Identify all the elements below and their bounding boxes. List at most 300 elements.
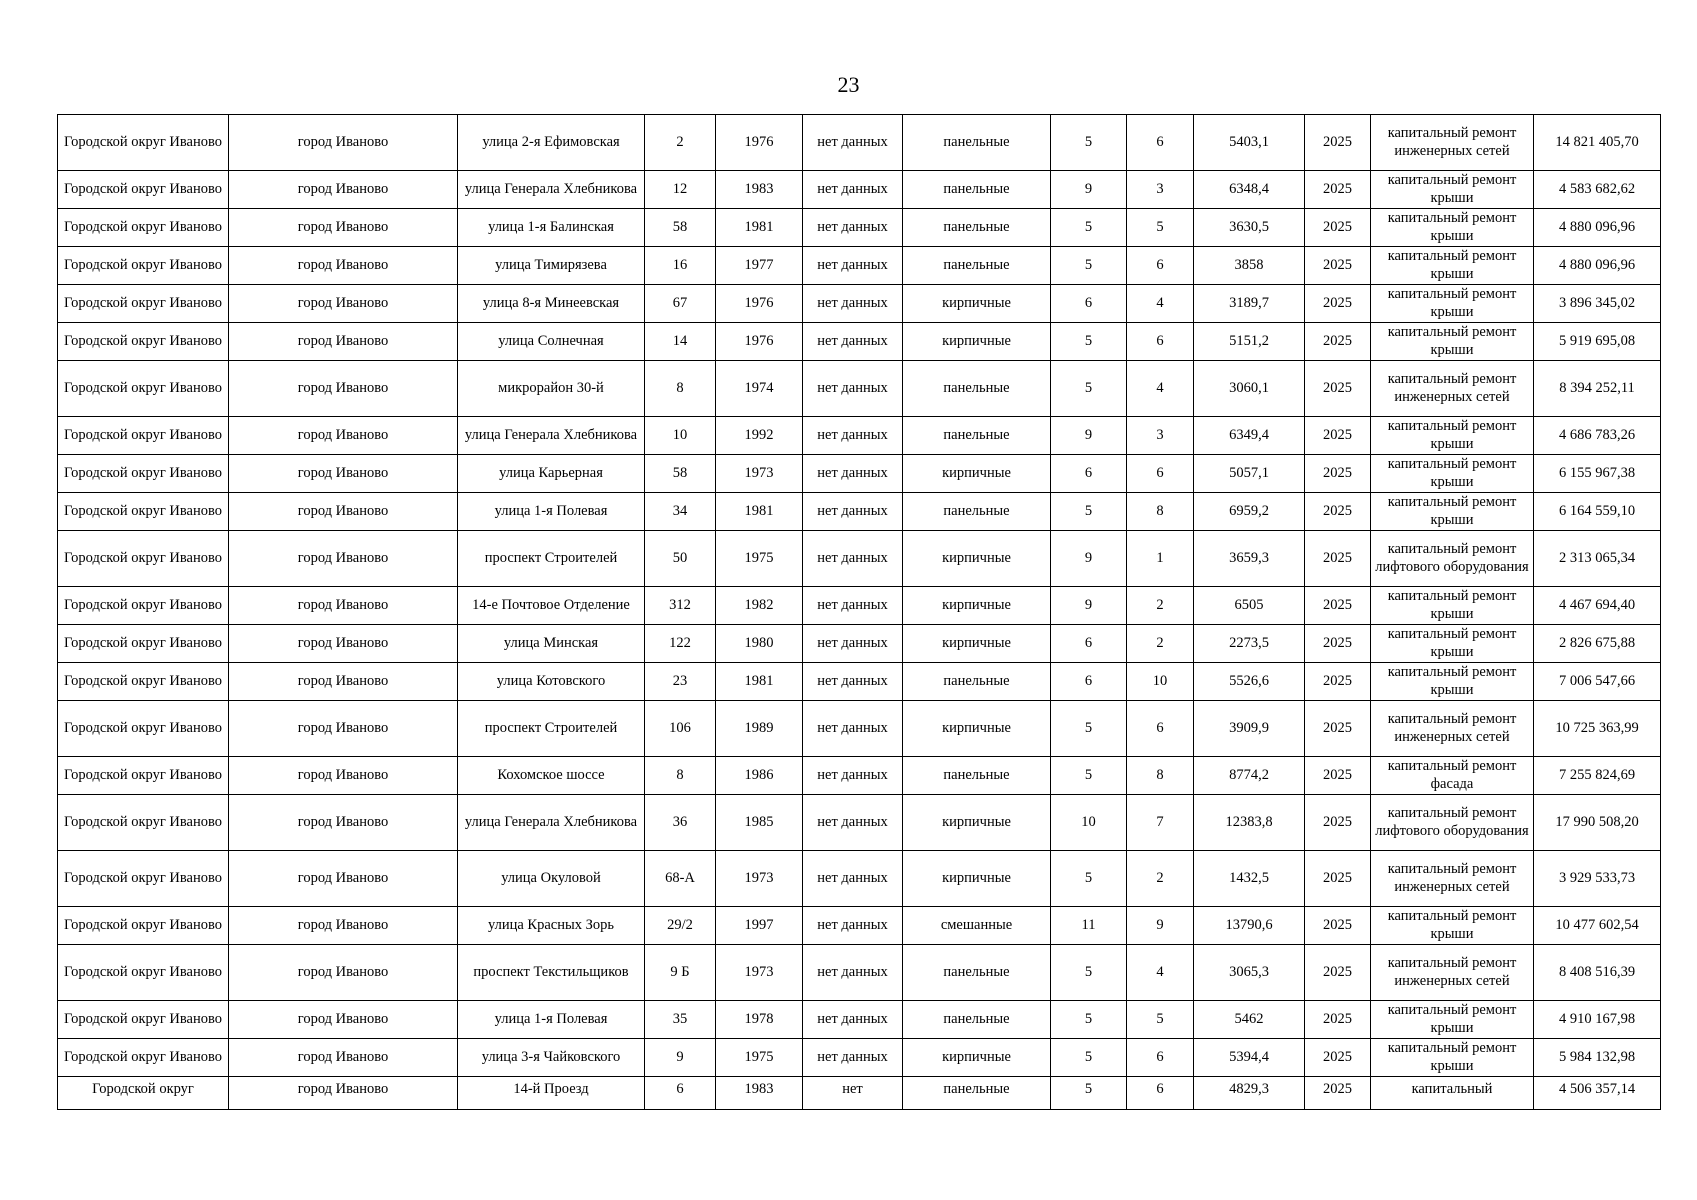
cell-street: улица Красных Зорь (458, 907, 645, 945)
cell-house-number: 36 (645, 795, 716, 851)
cell-settlement: город Иваново (229, 531, 458, 587)
cell-street: улица Генерала Хлебникова (458, 795, 645, 851)
cell-year-other: нет данных (803, 851, 903, 907)
cell-cost: 4 506 357,14 (1534, 1077, 1661, 1110)
cell-year-built: 1973 (716, 851, 803, 907)
cell-district: Городской округ Иваново (58, 757, 229, 795)
cell-year-other: нет (803, 1077, 903, 1110)
cell-house-number: 8 (645, 361, 716, 417)
cell-plan-year: 2025 (1305, 1039, 1371, 1077)
cell-work-type: капитальный ремонт инженерных сетей (1371, 115, 1534, 171)
cell-entrances: 6 (1127, 323, 1194, 361)
cell-floors: 5 (1051, 115, 1127, 171)
cell-entrances: 3 (1127, 171, 1194, 209)
cell-year-built: 1976 (716, 323, 803, 361)
table-row (58, 851, 1661, 907)
cell-year-built: 1982 (716, 587, 803, 625)
cell-district: Городской округ Иваново (58, 531, 229, 587)
table-row (58, 209, 1661, 247)
cell-year-other: нет данных (803, 1001, 903, 1039)
cell-cost: 4 880 096,96 (1534, 209, 1661, 247)
cell-work-type: капитальный ремонт крыши (1371, 247, 1534, 285)
table-row (58, 285, 1661, 323)
cell-entrances: 6 (1127, 247, 1194, 285)
cell-wall-material: панельные (903, 663, 1051, 701)
cell-entrances: 7 (1127, 795, 1194, 851)
cell-work-type: капитальный ремонт крыши (1371, 663, 1534, 701)
cell-house-number: 10 (645, 417, 716, 455)
cell-entrances: 2 (1127, 851, 1194, 907)
cell-area: 3909,9 (1194, 701, 1305, 757)
cell-settlement: город Иваново (229, 663, 458, 701)
cell-plan-year: 2025 (1305, 625, 1371, 663)
cell-area: 5394,4 (1194, 1039, 1305, 1077)
cell-plan-year: 2025 (1305, 361, 1371, 417)
cell-house-number: 106 (645, 701, 716, 757)
cell-settlement: город Иваново (229, 493, 458, 531)
cell-area: 6505 (1194, 587, 1305, 625)
cell-settlement: город Иваново (229, 907, 458, 945)
cell-plan-year: 2025 (1305, 323, 1371, 361)
cell-entrances: 6 (1127, 701, 1194, 757)
table-row (58, 701, 1661, 757)
cell-cost: 6 164 559,10 (1534, 493, 1661, 531)
cell-year-built: 1983 (716, 171, 803, 209)
cell-entrances: 9 (1127, 907, 1194, 945)
cell-work-type: капитальный ремонт крыши (1371, 907, 1534, 945)
cell-cost: 7 006 547,66 (1534, 663, 1661, 701)
cell-year-other: нет данных (803, 795, 903, 851)
cell-cost: 8 408 516,39 (1534, 945, 1661, 1001)
cell-district: Городской округ (58, 1077, 229, 1110)
cell-street: улица 2-я Ефимовская (458, 115, 645, 171)
cell-work-type: капитальный (1371, 1077, 1534, 1110)
cell-street: улица 8-я Минеевская (458, 285, 645, 323)
cell-district: Городской округ Иваново (58, 247, 229, 285)
cell-house-number: 23 (645, 663, 716, 701)
cell-plan-year: 2025 (1305, 531, 1371, 587)
cell-district: Городской округ Иваново (58, 493, 229, 531)
cell-settlement: город Иваново (229, 209, 458, 247)
cell-area: 3630,5 (1194, 209, 1305, 247)
cell-entrances: 6 (1127, 455, 1194, 493)
cell-cost: 4 467 694,40 (1534, 587, 1661, 625)
cell-wall-material: панельные (903, 945, 1051, 1001)
cell-house-number: 14 (645, 323, 716, 361)
cell-street: улица Котовского (458, 663, 645, 701)
cell-year-other: нет данных (803, 1039, 903, 1077)
cell-settlement: город Иваново (229, 285, 458, 323)
cell-street: улица 1-я Балинская (458, 209, 645, 247)
cell-settlement: город Иваново (229, 1077, 458, 1110)
cell-year-built: 1974 (716, 361, 803, 417)
table-row (58, 795, 1661, 851)
cell-street: улица 1-я Полевая (458, 493, 645, 531)
cell-floors: 5 (1051, 209, 1127, 247)
cell-plan-year: 2025 (1305, 115, 1371, 171)
table-row (58, 115, 1661, 171)
cell-area: 4829,3 (1194, 1077, 1305, 1110)
cell-street: улица Солнечная (458, 323, 645, 361)
cell-street: проспект Строителей (458, 531, 645, 587)
cell-cost: 14 821 405,70 (1534, 115, 1661, 171)
cell-plan-year: 2025 (1305, 701, 1371, 757)
cell-area: 3065,3 (1194, 945, 1305, 1001)
cell-year-built: 1985 (716, 795, 803, 851)
cell-year-other: нет данных (803, 701, 903, 757)
cell-floors: 9 (1051, 587, 1127, 625)
cell-year-other: нет данных (803, 115, 903, 171)
cell-area: 13790,6 (1194, 907, 1305, 945)
cell-year-built: 1981 (716, 663, 803, 701)
cell-district: Городской округ Иваново (58, 945, 229, 1001)
cell-house-number: 122 (645, 625, 716, 663)
cell-wall-material: кирпичные (903, 531, 1051, 587)
cell-year-other: нет данных (803, 361, 903, 417)
cell-district: Городской округ Иваново (58, 171, 229, 209)
cell-year-built: 1981 (716, 209, 803, 247)
table-row (58, 1077, 1661, 1110)
cell-area: 6959,2 (1194, 493, 1305, 531)
cell-settlement: город Иваново (229, 1039, 458, 1077)
cell-year-other: нет данных (803, 247, 903, 285)
cell-work-type: капитальный ремонт инженерных сетей (1371, 851, 1534, 907)
cell-wall-material: панельные (903, 1077, 1051, 1110)
cell-settlement: город Иваново (229, 795, 458, 851)
cell-year-built: 1981 (716, 493, 803, 531)
cell-work-type: капитальный ремонт крыши (1371, 493, 1534, 531)
cell-year-other: нет данных (803, 455, 903, 493)
cell-area: 5057,1 (1194, 455, 1305, 493)
cell-year-built: 1997 (716, 907, 803, 945)
cell-area: 5526,6 (1194, 663, 1305, 701)
cell-year-other: нет данных (803, 945, 903, 1001)
cell-wall-material: панельные (903, 1001, 1051, 1039)
cell-floors: 10 (1051, 795, 1127, 851)
cell-year-other: нет данных (803, 907, 903, 945)
cell-wall-material: панельные (903, 209, 1051, 247)
cell-street: улица 3-я Чайковского (458, 1039, 645, 1077)
cell-entrances: 3 (1127, 417, 1194, 455)
cell-floors: 11 (1051, 907, 1127, 945)
table-row (58, 531, 1661, 587)
cell-house-number: 9 (645, 1039, 716, 1077)
cell-floors: 6 (1051, 455, 1127, 493)
cell-cost: 17 990 508,20 (1534, 795, 1661, 851)
cell-floors: 5 (1051, 247, 1127, 285)
cell-work-type: капитальный ремонт инженерных сетей (1371, 361, 1534, 417)
table-row (58, 1001, 1661, 1039)
cell-area: 3060,1 (1194, 361, 1305, 417)
table-row (58, 247, 1661, 285)
cell-district: Городской округ Иваново (58, 115, 229, 171)
cell-work-type: капитальный ремонт фасада (1371, 757, 1534, 795)
cell-work-type: капитальный ремонт крыши (1371, 1001, 1534, 1039)
table-row (58, 323, 1661, 361)
table-row (58, 587, 1661, 625)
cell-year-built: 1983 (716, 1077, 803, 1110)
cell-year-other: нет данных (803, 171, 903, 209)
cell-cost: 4 583 682,62 (1534, 171, 1661, 209)
cell-house-number: 58 (645, 455, 716, 493)
cell-area: 12383,8 (1194, 795, 1305, 851)
cell-street: улица Минская (458, 625, 645, 663)
cell-wall-material: панельные (903, 361, 1051, 417)
cell-entrances: 4 (1127, 945, 1194, 1001)
cell-street: улица Карьерная (458, 455, 645, 493)
cell-district: Городской округ Иваново (58, 625, 229, 663)
cell-area: 3189,7 (1194, 285, 1305, 323)
cell-floors: 9 (1051, 171, 1127, 209)
table-row (58, 907, 1661, 945)
cell-year-other: нет данных (803, 625, 903, 663)
cell-house-number: 68-А (645, 851, 716, 907)
cell-floors: 6 (1051, 285, 1127, 323)
cell-floors: 5 (1051, 1077, 1127, 1110)
cell-floors: 5 (1051, 851, 1127, 907)
cell-wall-material: панельные (903, 417, 1051, 455)
cell-floors: 5 (1051, 1001, 1127, 1039)
cell-area: 8774,2 (1194, 757, 1305, 795)
cell-work-type: капитальный ремонт лифтового оборудования (1371, 531, 1534, 587)
cell-work-type: капитальный ремонт инженерных сетей (1371, 945, 1534, 1001)
cell-entrances: 2 (1127, 587, 1194, 625)
cell-entrances: 8 (1127, 757, 1194, 795)
cell-year-other: нет данных (803, 209, 903, 247)
cell-year-built: 1976 (716, 115, 803, 171)
cell-house-number: 67 (645, 285, 716, 323)
cell-street: Кохомское шоссе (458, 757, 645, 795)
cell-entrances: 10 (1127, 663, 1194, 701)
cell-cost: 4 880 096,96 (1534, 247, 1661, 285)
cell-area: 3858 (1194, 247, 1305, 285)
cell-work-type: капитальный ремонт лифтового оборудования (1371, 795, 1534, 851)
cell-floors: 5 (1051, 757, 1127, 795)
cell-year-built: 1980 (716, 625, 803, 663)
cell-wall-material: панельные (903, 171, 1051, 209)
table-row (58, 663, 1661, 701)
cell-plan-year: 2025 (1305, 663, 1371, 701)
cell-floors: 6 (1051, 663, 1127, 701)
cell-district: Городской округ Иваново (58, 361, 229, 417)
cell-street: улица Генерала Хлебникова (458, 417, 645, 455)
cell-year-built: 1975 (716, 1039, 803, 1077)
cell-district: Городской округ Иваново (58, 795, 229, 851)
cell-entrances: 6 (1127, 1039, 1194, 1077)
cell-house-number: 2 (645, 115, 716, 171)
cell-house-number: 29/2 (645, 907, 716, 945)
cell-settlement: город Иваново (229, 851, 458, 907)
cell-district: Городской округ Иваново (58, 851, 229, 907)
cell-house-number: 58 (645, 209, 716, 247)
cell-plan-year: 2025 (1305, 907, 1371, 945)
cell-house-number: 312 (645, 587, 716, 625)
cell-area: 6349,4 (1194, 417, 1305, 455)
cell-work-type: капитальный ремонт крыши (1371, 455, 1534, 493)
cell-year-other: нет данных (803, 531, 903, 587)
cell-entrances: 4 (1127, 285, 1194, 323)
cell-settlement: город Иваново (229, 587, 458, 625)
cell-entrances: 5 (1127, 209, 1194, 247)
cell-cost: 10 477 602,54 (1534, 907, 1661, 945)
cell-work-type: капитальный ремонт крыши (1371, 417, 1534, 455)
cell-settlement: город Иваново (229, 1001, 458, 1039)
cell-floors: 9 (1051, 531, 1127, 587)
cell-wall-material: панельные (903, 757, 1051, 795)
cell-plan-year: 2025 (1305, 285, 1371, 323)
cell-work-type: капитальный ремонт инженерных сетей (1371, 701, 1534, 757)
cell-year-built: 1973 (716, 455, 803, 493)
cell-plan-year: 2025 (1305, 171, 1371, 209)
cell-street: 14-й Проезд (458, 1077, 645, 1110)
table-row (58, 361, 1661, 417)
table-body (58, 115, 1661, 1110)
cell-wall-material: кирпичные (903, 455, 1051, 493)
cell-street: проспект Строителей (458, 701, 645, 757)
cell-district: Городской округ Иваново (58, 323, 229, 361)
cell-area: 6348,4 (1194, 171, 1305, 209)
cell-house-number: 12 (645, 171, 716, 209)
cell-year-built: 1978 (716, 1001, 803, 1039)
cell-plan-year: 2025 (1305, 417, 1371, 455)
cell-district: Городской округ Иваново (58, 907, 229, 945)
cell-plan-year: 2025 (1305, 455, 1371, 493)
cell-floors: 5 (1051, 1039, 1127, 1077)
cell-house-number: 6 (645, 1077, 716, 1110)
cell-cost: 3 896 345,02 (1534, 285, 1661, 323)
cell-wall-material: кирпичные (903, 323, 1051, 361)
cell-cost: 2 313 065,34 (1534, 531, 1661, 587)
cell-floors: 5 (1051, 361, 1127, 417)
cell-district: Городской округ Иваново (58, 209, 229, 247)
cell-district: Городской округ Иваново (58, 417, 229, 455)
cell-house-number: 8 (645, 757, 716, 795)
cell-year-other: нет данных (803, 323, 903, 361)
cell-area: 1432,5 (1194, 851, 1305, 907)
cell-plan-year: 2025 (1305, 945, 1371, 1001)
table-row (58, 417, 1661, 455)
cell-wall-material: кирпичные (903, 795, 1051, 851)
table-row (58, 493, 1661, 531)
cell-work-type: капитальный ремонт крыши (1371, 625, 1534, 663)
cell-wall-material: панельные (903, 493, 1051, 531)
cell-wall-material: панельные (903, 247, 1051, 285)
cell-street: 14-е Почтовое Отделение (458, 587, 645, 625)
cell-settlement: город Иваново (229, 417, 458, 455)
cell-street: проспект Текстильщиков (458, 945, 645, 1001)
cell-year-other: нет данных (803, 285, 903, 323)
cell-wall-material: панельные (903, 115, 1051, 171)
cell-plan-year: 2025 (1305, 247, 1371, 285)
cell-plan-year: 2025 (1305, 851, 1371, 907)
table-row (58, 625, 1661, 663)
cell-settlement: город Иваново (229, 247, 458, 285)
cell-entrances: 2 (1127, 625, 1194, 663)
cell-year-other: нет данных (803, 663, 903, 701)
cell-wall-material: кирпичные (903, 851, 1051, 907)
cell-house-number: 16 (645, 247, 716, 285)
cell-entrances: 6 (1127, 115, 1194, 171)
cell-district: Городской округ Иваново (58, 1001, 229, 1039)
cell-settlement: город Иваново (229, 757, 458, 795)
cell-cost: 7 255 824,69 (1534, 757, 1661, 795)
cell-work-type: капитальный ремонт крыши (1371, 587, 1534, 625)
cell-district: Городской округ Иваново (58, 587, 229, 625)
cell-wall-material: кирпичные (903, 1039, 1051, 1077)
cell-year-other: нет данных (803, 417, 903, 455)
cell-floors: 5 (1051, 493, 1127, 531)
cell-wall-material: кирпичные (903, 285, 1051, 323)
cell-settlement: город Иваново (229, 171, 458, 209)
cell-house-number: 34 (645, 493, 716, 531)
cell-work-type: капитальный ремонт крыши (1371, 171, 1534, 209)
cell-cost: 6 155 967,38 (1534, 455, 1661, 493)
cell-house-number: 9 Б (645, 945, 716, 1001)
cell-house-number: 50 (645, 531, 716, 587)
cell-plan-year: 2025 (1305, 587, 1371, 625)
cell-street: улица Генерала Хлебникова (458, 171, 645, 209)
cell-settlement: город Иваново (229, 945, 458, 1001)
cell-plan-year: 2025 (1305, 757, 1371, 795)
cell-area: 3659,3 (1194, 531, 1305, 587)
cell-year-other: нет данных (803, 493, 903, 531)
page-number: 23 (837, 72, 860, 97)
table-row (58, 171, 1661, 209)
cell-year-built: 1973 (716, 945, 803, 1001)
cell-wall-material: кирпичные (903, 625, 1051, 663)
cell-floors: 5 (1051, 945, 1127, 1001)
cell-year-built: 1976 (716, 285, 803, 323)
cell-year-other: нет данных (803, 587, 903, 625)
cell-cost: 3 929 533,73 (1534, 851, 1661, 907)
cell-plan-year: 2025 (1305, 209, 1371, 247)
cell-street: улица Окуловой (458, 851, 645, 907)
housing-repair-table (57, 114, 1661, 1110)
cell-wall-material: кирпичные (903, 701, 1051, 757)
cell-entrances: 4 (1127, 361, 1194, 417)
cell-cost: 8 394 252,11 (1534, 361, 1661, 417)
cell-floors: 6 (1051, 625, 1127, 663)
cell-cost: 10 725 363,99 (1534, 701, 1661, 757)
cell-district: Городской округ Иваново (58, 1039, 229, 1077)
cell-area: 5151,2 (1194, 323, 1305, 361)
cell-wall-material: смешанные (903, 907, 1051, 945)
cell-area: 2273,5 (1194, 625, 1305, 663)
cell-cost: 2 826 675,88 (1534, 625, 1661, 663)
table-row (58, 455, 1661, 493)
cell-area: 5403,1 (1194, 115, 1305, 171)
cell-settlement: город Иваново (229, 701, 458, 757)
cell-entrances: 1 (1127, 531, 1194, 587)
table-row (58, 757, 1661, 795)
cell-cost: 5 919 695,08 (1534, 323, 1661, 361)
cell-wall-material: кирпичные (903, 587, 1051, 625)
cell-year-built: 1992 (716, 417, 803, 455)
cell-entrances: 5 (1127, 1001, 1194, 1039)
cell-entrances: 6 (1127, 1077, 1194, 1110)
cell-street: микрорайон 30-й (458, 361, 645, 417)
cell-street: улица 1-я Полевая (458, 1001, 645, 1039)
cell-plan-year: 2025 (1305, 493, 1371, 531)
cell-area: 5462 (1194, 1001, 1305, 1039)
cell-settlement: город Иваново (229, 115, 458, 171)
cell-district: Городской округ Иваново (58, 455, 229, 493)
cell-street: улица Тимирязева (458, 247, 645, 285)
cell-settlement: город Иваново (229, 455, 458, 493)
cell-cost: 5 984 132,98 (1534, 1039, 1661, 1077)
cell-floors: 5 (1051, 323, 1127, 361)
cell-cost: 4 910 167,98 (1534, 1001, 1661, 1039)
